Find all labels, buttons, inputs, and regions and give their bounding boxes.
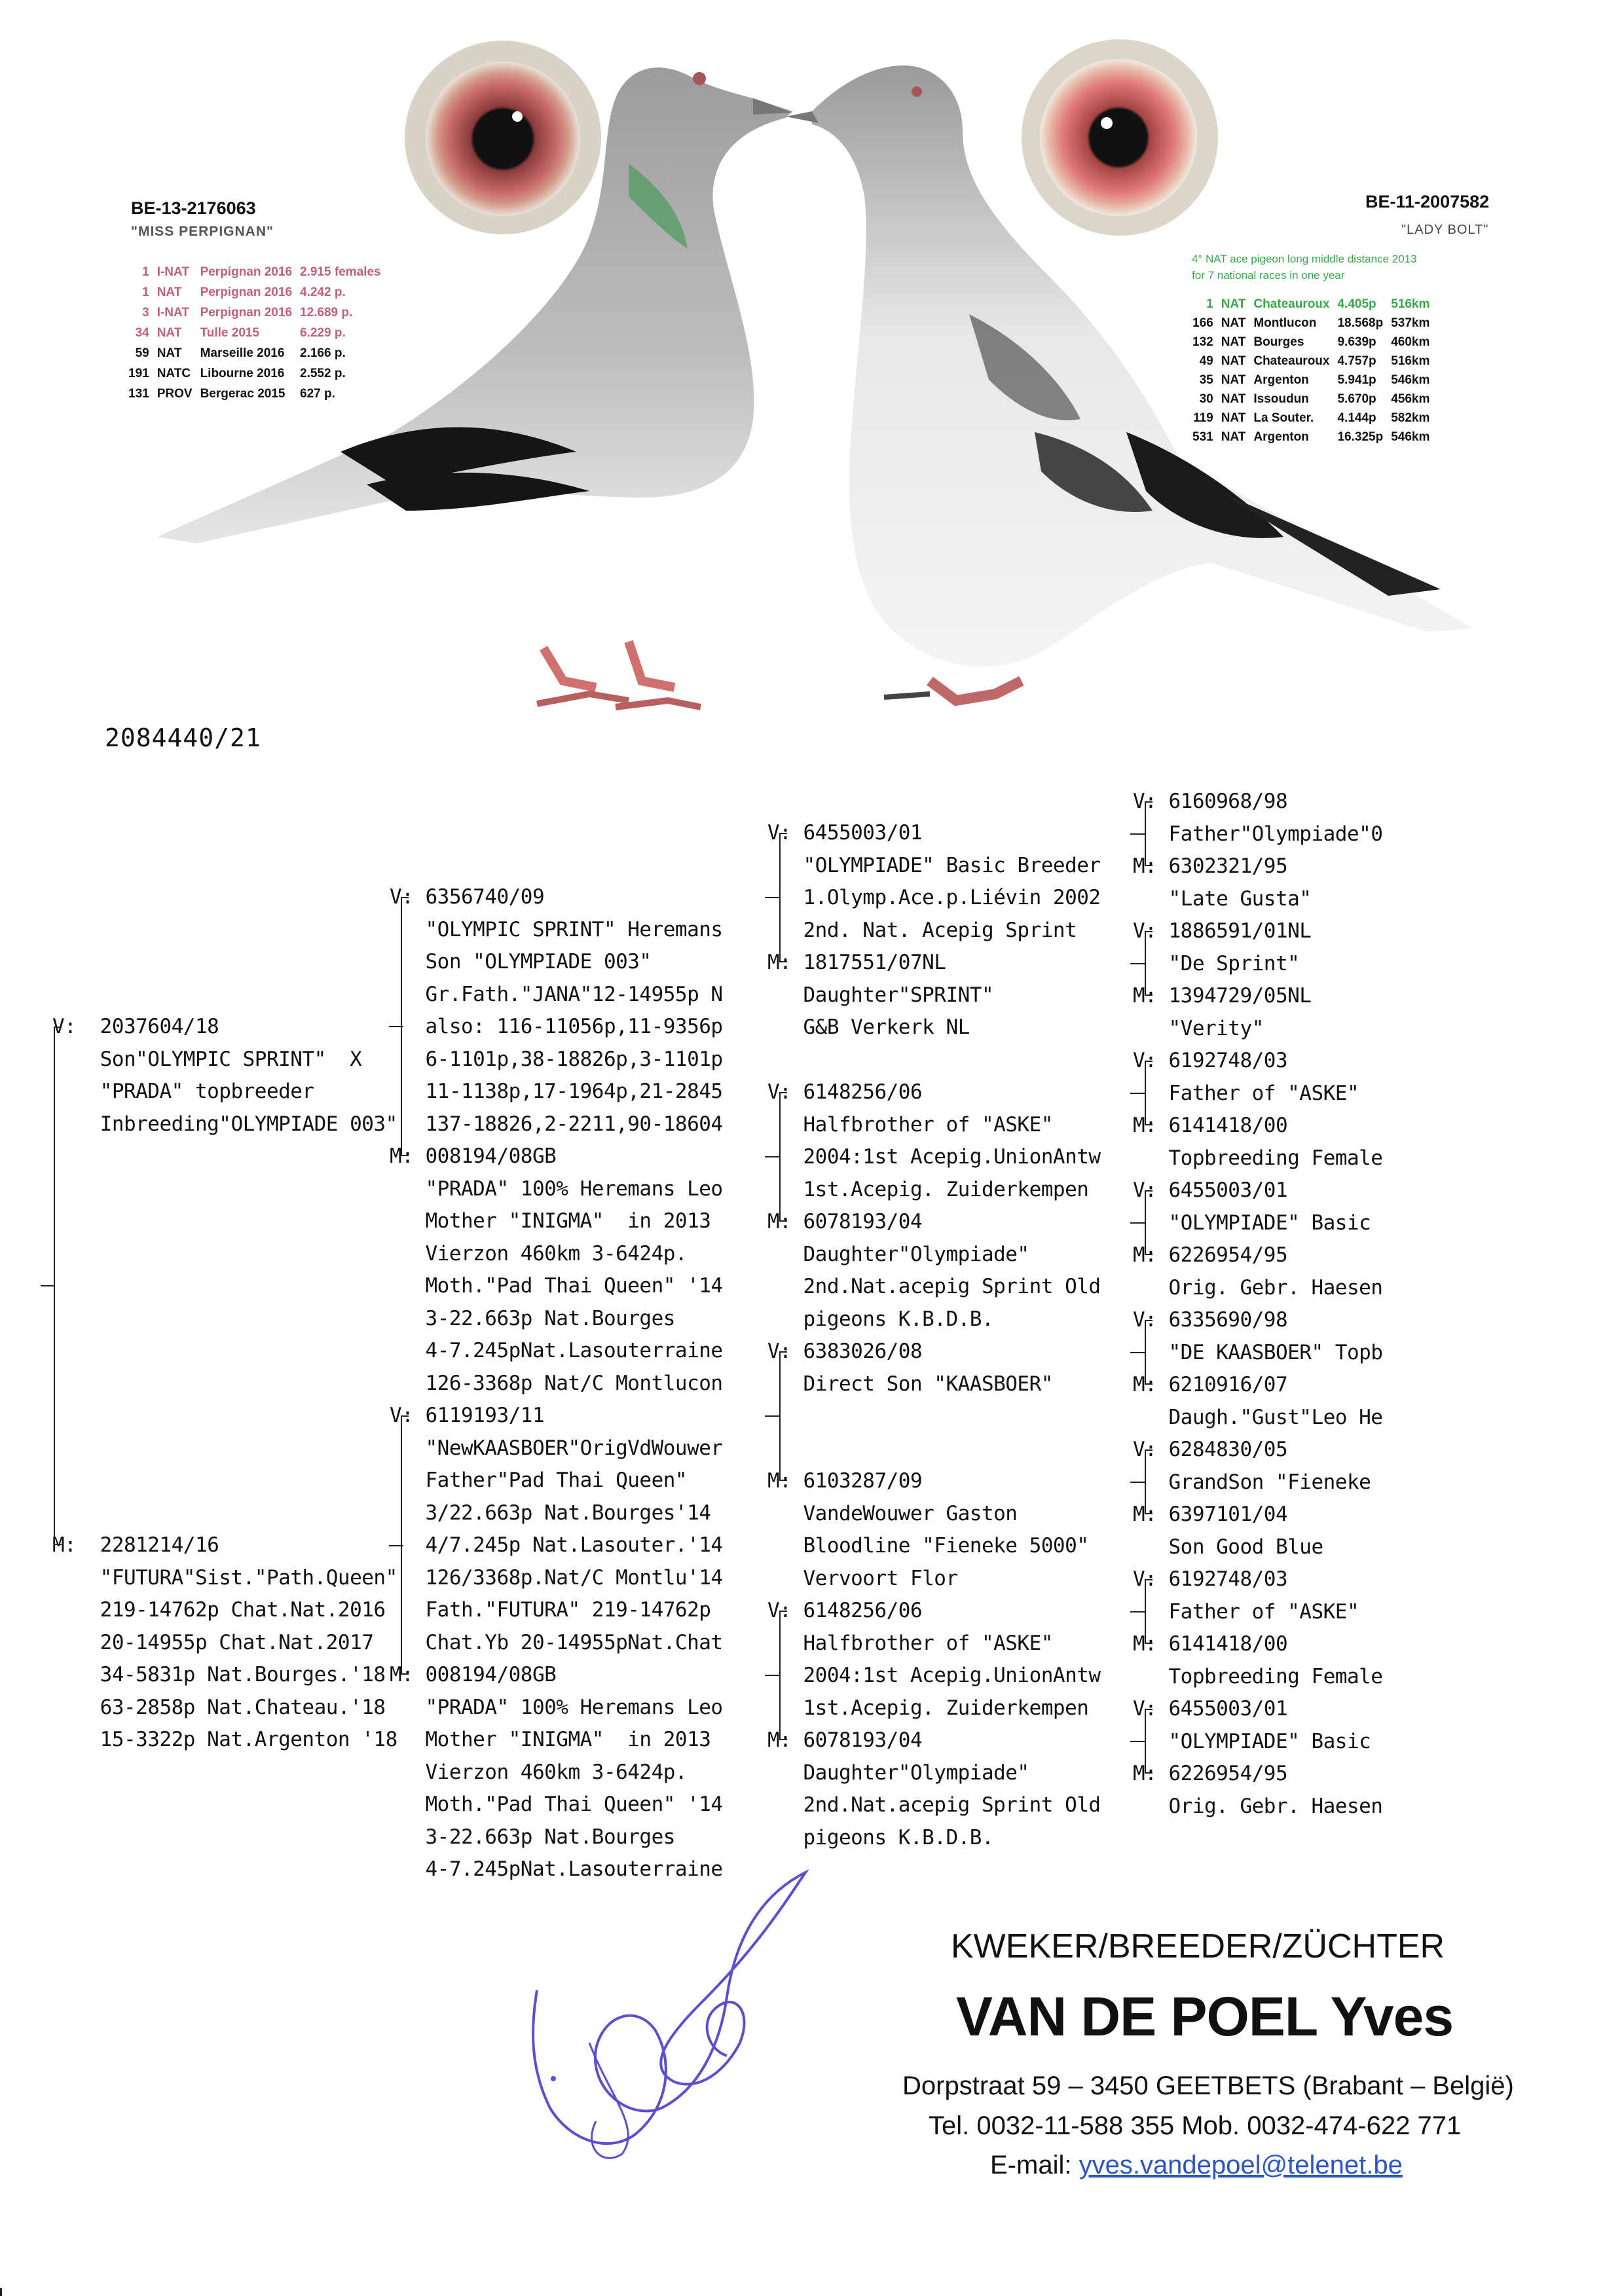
pedigree-line: "OLYMPIC SPRINT" Heremans <box>390 917 723 941</box>
result-cell: 582km <box>1391 411 1430 425</box>
result-cell: Perpignan 2016 <box>200 285 293 299</box>
right-bird-ring: BE-11-2007582 <box>1365 192 1490 211</box>
pedigree-line: 2004:1st Acepig.UnionAntw <box>767 1145 1101 1169</box>
pedigree-line: "PRADA" 100% Heremans Leo <box>390 1695 723 1719</box>
pedigree-line: Vervoort Flor <box>767 1566 958 1590</box>
gen4-bracket <box>1145 1579 1146 1644</box>
result-cell: 1 <box>142 285 149 299</box>
pedigree-line: Daughter"Olympiade" <box>767 1760 1029 1785</box>
pedigree-line: 3-22.663p Nat.Bourges <box>390 1825 675 1849</box>
pedigree-line: Moth."Pad Thai Queen" '14 <box>390 1274 723 1298</box>
pedigree-line: M: 6397101/04 <box>1133 1503 1288 1526</box>
result-cell: NAT <box>1221 411 1246 425</box>
pedigree-line <box>767 1400 1088 1433</box>
result-cell: Argenton <box>1253 430 1309 444</box>
result-cell: NAT <box>1221 392 1246 406</box>
pedigree-line: 2nd.Nat.acepig Sprint Old <box>767 1275 1101 1298</box>
result-row <box>1189 409 1433 428</box>
pedigree-line: Son "OLYMPIADE 003" <box>390 950 652 974</box>
pedigree-line: "OLYMPIADE" Basic <box>1133 1729 1371 1753</box>
gen4-block-1 <box>1133 786 1382 915</box>
pedigree-line: "DE KAASBOER" Topb <box>1133 1340 1383 1364</box>
page-edge-mark <box>0 2288 2 2296</box>
gen4-bracket <box>1145 1190 1146 1255</box>
pedigree-line: V: 6284830/05 <box>1133 1438 1288 1461</box>
pedigree-line: Chat.Yb 20-14955pNat.Chat <box>390 1630 723 1654</box>
gen4-tick <box>1130 1611 1145 1613</box>
pedigree-line: V: 6335690/98 <box>1133 1308 1288 1332</box>
result-row <box>124 363 385 384</box>
root-tick <box>41 1285 55 1286</box>
result-cell: 166 <box>1192 316 1213 330</box>
email-link[interactable]: yves.vandepoel@telenet.be <box>1079 2151 1403 2179</box>
result-cell: NAT <box>1221 373 1246 387</box>
result-cell: 4.242 p. <box>300 285 346 299</box>
pedigree-line: Daughter"SPRINT" <box>767 983 994 1007</box>
pedigree-line: 6-1101p,38-18826p,3-1101p <box>390 1047 723 1071</box>
pedigree-line: Father of "ASKE" <box>1133 1081 1359 1105</box>
pedigree-line: 63-2858p Nat.Chateau.'18 <box>52 1695 386 1719</box>
pedigree-line <box>767 1433 1088 1466</box>
pedigree-line: 137-18826,2-2211,90-18604 <box>390 1112 723 1136</box>
gen4-block-8 <box>1133 1693 1382 1823</box>
result-cell: 59 <box>135 346 149 360</box>
gen4-block-5 <box>1133 1304 1382 1434</box>
pedigree-line: 3-22.663p Nat.Bourges <box>390 1306 675 1330</box>
gen2-mf <box>390 1400 723 1659</box>
pedigree-line: Fath."FUTURA" 219-14762p <box>390 1598 711 1622</box>
result-cell: NAT <box>157 285 182 299</box>
right-bird-results <box>1189 295 1433 446</box>
result-cell: Issoudun <box>1253 392 1309 406</box>
pedigree-line: V: 6356740/09 <box>390 885 545 909</box>
result-cell: 119 <box>1193 411 1213 425</box>
pedigree-line: G&B Verkerk NL <box>767 1015 970 1039</box>
gen3-tick-1 <box>765 897 779 898</box>
result-cell: 537km <box>1391 316 1430 330</box>
pedigree-line: Son Good Blue <box>1133 1535 1323 1559</box>
result-row <box>124 302 385 323</box>
gen2-tick-mother <box>389 1545 403 1546</box>
result-cell: Chateauroux <box>1253 297 1330 311</box>
result-row <box>1189 352 1433 371</box>
footer-email-label: E-mail: <box>990 2151 1079 2179</box>
gen1-mother <box>52 1529 397 1757</box>
result-cell: 5.941p <box>1337 373 1376 387</box>
result-cell: 5.670p <box>1337 392 1376 406</box>
footer-email-row <box>990 2151 1403 2180</box>
result-cell: 4.405p <box>1337 297 1376 311</box>
gen3-bracket-2 <box>779 1092 781 1222</box>
result-cell: PROV <box>157 387 193 401</box>
left-bird-name: "MISS PERPIGNAN" <box>131 224 274 239</box>
gen4-tick <box>1130 963 1145 964</box>
pedigree-line: "OLYMPIADE" Basic Breeder <box>767 853 1101 877</box>
pedigree-line: Vierzon 460km 3-6424p. <box>390 1760 688 1784</box>
pedigree-line: 20-14955p Chat.Nat.2017 <box>52 1630 374 1654</box>
pedigree-line: 1.Olymp.Ace.p.Liévin 2002 <box>767 886 1101 909</box>
footer-name: VAN DE POEL Yves <box>956 1986 1454 2047</box>
gen4-bracket <box>1145 931 1146 996</box>
right-bird-note-1: 4° NAT ace pigeon long middle distance 2013 <box>1192 253 1417 265</box>
result-cell: 516km <box>1391 354 1430 368</box>
result-cell: 627 p. <box>300 387 335 401</box>
result-row <box>124 282 385 302</box>
pedigree-line: pigeons K.B.D.B. <box>767 1307 994 1331</box>
pedigree-line: V: 6148256/06 <box>767 1599 923 1622</box>
result-row <box>1189 428 1433 446</box>
pedigree-line: also: 116-11056p,11-9356p <box>390 1015 723 1038</box>
result-row <box>1189 295 1433 314</box>
pedigree-line: 15-3322p Nat.Argenton '18 <box>52 1728 397 1751</box>
gen3-tick-2 <box>765 1156 779 1157</box>
result-cell: Perpignan 2016 <box>200 306 293 319</box>
gen4-tick <box>1130 1352 1145 1353</box>
result-cell: 546km <box>1391 430 1430 444</box>
pedigree-line: "Verity" <box>1133 1016 1264 1040</box>
gen2-ff <box>390 881 723 1140</box>
result-cell: Argenton <box>1253 373 1309 387</box>
pedigree-line: "PRADA" 100% Heremans Leo <box>390 1176 723 1201</box>
result-cell: I-NAT <box>157 265 189 279</box>
result-row <box>124 262 385 282</box>
result-cell: NAT <box>1221 430 1246 444</box>
pedigree-line: "Late Gusta" <box>1133 886 1312 911</box>
pedigree-line: M: 008194/08GB <box>390 1663 557 1686</box>
gen3-tick-4 <box>765 1675 779 1676</box>
pedigree-line: "NewKAASBOER"OrigVdWouwer <box>390 1436 723 1460</box>
pedigree-line: Daughter"Olympiade" <box>767 1242 1029 1266</box>
pedigree-line: M: 6078193/04 <box>767 1728 923 1752</box>
pedigree-line: "OLYMPIADE" Basic <box>1133 1211 1371 1235</box>
pedigree-line: M: 6226954/95 <box>1133 1762 1288 1785</box>
result-cell: I-NAT <box>157 306 189 319</box>
result-cell: 2.552 p. <box>300 367 346 380</box>
pedigree-line: V: 6455003/01 <box>767 821 923 845</box>
pedigree-line: 3/22.663p Nat.Bourges'14 <box>390 1501 711 1525</box>
pedigree-line: V: 6192748/03 <box>1133 1049 1288 1072</box>
result-cell: Montlucon <box>1253 316 1317 330</box>
result-cell: Bergerac 2015 <box>200 387 286 401</box>
gen4-tick <box>1130 833 1145 835</box>
result-row <box>1189 333 1433 352</box>
pedigree-line: M: 6210916/07 <box>1133 1373 1288 1396</box>
result-cell: 516km <box>1391 297 1430 311</box>
pedigree-line: 219-14762p Chat.Nat.2016 <box>52 1598 386 1622</box>
pedigree-line: M: 6103287/09 <box>767 1469 923 1493</box>
result-cell: NAT <box>1221 335 1246 349</box>
right-eye-closeup <box>1022 39 1218 236</box>
gen4-bracket <box>1145 1449 1146 1514</box>
pedigree-line: Topbreeding Female <box>1133 1146 1383 1170</box>
gen4-tick <box>1130 1482 1145 1483</box>
pedigree-line: M: 2281214/16 <box>52 1533 219 1557</box>
pedigree-line: 2nd. Nat. Acepig Sprint <box>767 918 1077 942</box>
result-cell: NAT <box>157 326 182 340</box>
gen4-block-4 <box>1133 1175 1382 1304</box>
result-cell: 12.689 p. <box>300 306 353 319</box>
gen4-bracket <box>1145 801 1146 866</box>
result-cell: NAT <box>1221 297 1246 311</box>
result-cell: 4.144p <box>1337 411 1376 425</box>
pedigree-line: 1st.Acepig. Zuiderkempen <box>767 1696 1089 1720</box>
pedigree-line: V: 6148256/06 <box>767 1080 923 1104</box>
gen4-block-6 <box>1133 1434 1371 1563</box>
result-cell: NAT <box>157 346 182 360</box>
pedigree-line: 4-7.245pNat.Lasouterraine <box>390 1857 723 1881</box>
result-cell: 30 <box>1199 392 1213 406</box>
pedigree-line: 4/7.245p Nat.Lasouter.'14 <box>390 1533 723 1557</box>
pedigree <box>0 786 1624 1899</box>
pedigree-line: Vierzon 460km 3-6424p. <box>390 1241 688 1266</box>
result-cell: NAT <box>1221 354 1246 368</box>
result-row <box>124 384 385 404</box>
pedigree-line: M: 6141418/00 <box>1133 1114 1288 1137</box>
pedigree-line: V: 6455003/01 <box>1133 1697 1288 1721</box>
result-cell: Bourges <box>1253 335 1304 349</box>
result-cell: 4.757p <box>1337 354 1376 368</box>
footer-phone: Tel. 0032-11-588 355 Mob. 0032-474-622 771 <box>929 2111 1462 2140</box>
gen2-mm <box>390 1659 723 1886</box>
pedigree-line: Topbreeding Female <box>1133 1664 1383 1688</box>
result-cell: 6.229 p. <box>300 326 346 340</box>
gen4-bracket <box>1145 1061 1146 1125</box>
pedigree-line: GrandSon "Fieneke <box>1133 1470 1371 1494</box>
gen3-bracket-4 <box>779 1611 781 1740</box>
left-eye-closeup <box>405 41 601 234</box>
result-cell: 49 <box>1199 354 1213 368</box>
result-cell: 1 <box>142 265 149 279</box>
result-row <box>1189 390 1433 409</box>
left-bird-ring: BE-13-2176063 <box>131 198 256 218</box>
result-cell: Tulle 2015 <box>200 326 260 340</box>
pedigree-line: Son"OLYMPIC SPRINT" X <box>52 1047 362 1071</box>
gen3-tick-3 <box>765 1415 779 1417</box>
pedigree-line: 2nd.Nat.acepig Sprint Old <box>767 1793 1101 1817</box>
ring-number: 2084440/21 <box>105 723 261 752</box>
pedigree-line: Inbreeding"OLYMPIADE 003" <box>52 1112 397 1136</box>
pedigree-line: Moth."Pad Thai Queen" '14 <box>390 1793 723 1816</box>
pedigree-line: M: 6141418/00 <box>1133 1632 1288 1656</box>
pedigree-line: 11-1138p,17-1964p,21-2845 <box>390 1080 723 1103</box>
gen1-father <box>52 1011 397 1140</box>
pedigree-line: "PRADA" topbreeder <box>52 1080 314 1103</box>
pedigree-line: V: 6383026/08 <box>767 1339 923 1363</box>
result-cell: 460km <box>1391 335 1430 349</box>
pedigree-line: V: 6160968/98 <box>1133 790 1288 813</box>
result-cell: Libourne 2016 <box>200 367 285 380</box>
pedigree-line: Daugh."Gust"Leo He <box>1133 1405 1383 1429</box>
result-cell: 531 <box>1192 430 1213 444</box>
gen4-block-3 <box>1133 1045 1382 1175</box>
pedigree-line: Orig. Gebr. Haesen <box>1133 1275 1383 1300</box>
result-cell: Perpignan 2016 <box>200 265 293 279</box>
signature <box>504 1859 845 2167</box>
pedigree-line: Halfbrother of "ASKE" <box>767 1631 1053 1655</box>
result-cell: 34 <box>135 326 149 340</box>
result-cell: 35 <box>1199 373 1213 387</box>
result-cell: 131 <box>128 387 149 401</box>
result-cell: 18.568p <box>1337 316 1384 330</box>
gen4-bracket <box>1145 1320 1146 1385</box>
pedigree-line: M: 1394729/05NL <box>1133 984 1312 1008</box>
pedigree-line: Bloodline "Fieneke 5000" <box>767 1534 1089 1558</box>
gen4-block-2 <box>1133 915 1311 1045</box>
result-cell: 2.166 p. <box>300 346 346 360</box>
footer-role: KWEKER/BREEDER/ZÜCHTER <box>951 1927 1445 1965</box>
result-cell: 9.639p <box>1337 335 1376 349</box>
result-cell: La Souter. <box>1253 411 1314 425</box>
result-cell: 191 <box>128 367 149 380</box>
result-cell: 3 <box>142 306 149 319</box>
result-row <box>124 343 385 363</box>
pedigree-line: M: 6078193/04 <box>767 1210 923 1233</box>
pedigree-line: "De Sprint" <box>1133 951 1300 975</box>
result-cell: 132 <box>1192 335 1213 349</box>
gen4-bracket <box>1145 1709 1146 1774</box>
result-cell: Marseille 2016 <box>200 346 285 360</box>
pedigree-line: 1st.Acepig. Zuiderkempen <box>767 1177 1089 1201</box>
left-bird-results <box>124 262 385 404</box>
pedigree-line: Gr.Fath."JANA"12-14955p N <box>390 982 723 1006</box>
result-cell: 456km <box>1391 392 1430 406</box>
pedigree-line: M: 1817551/07NL <box>767 951 946 974</box>
result-cell: 2.915 females <box>300 265 381 279</box>
pedigree-line: V: 6192748/03 <box>1133 1567 1288 1591</box>
result-cell: 16.325p <box>1337 430 1384 444</box>
pedigree-line: 126-3368p Nat/C Montlucon <box>390 1371 723 1395</box>
footer-address: Dorpstraat 59 – 3450 GEETBETS (Brabant – België) <box>902 2071 1514 2100</box>
pedigree-line: Mother "INIGMA" in 2013 <box>390 1728 711 1751</box>
result-cell: 546km <box>1391 373 1430 387</box>
gen3-bracket-3 <box>779 1351 781 1481</box>
gen3-block-1 <box>767 817 1101 1044</box>
pedigree-line: V: 6119193/11 <box>390 1404 545 1427</box>
gen3-block-4 <box>767 1595 1101 1854</box>
result-cell: NATC <box>157 367 191 380</box>
pedigree-line: 34-5831p Nat.Bourges.'18 <box>52 1663 386 1686</box>
gen4-block-7 <box>1133 1563 1382 1693</box>
gen4-tick <box>1130 1222 1145 1224</box>
pedigree-line: M: 6226954/95 <box>1133 1243 1288 1267</box>
pedigree-line: V: 1886591/01NL <box>1133 919 1312 943</box>
result-cell: 1 <box>1206 297 1213 311</box>
pedigree-line: M: 6302321/95 <box>1133 854 1288 878</box>
right-bird-name: "LADY BOLT" <box>1401 223 1489 237</box>
pedigree-line: "FUTURA"Sist."Path.Queen" <box>52 1565 397 1590</box>
pedigree-line: Halfbrother of "ASKE" <box>767 1112 1053 1137</box>
gen3-bracket-1 <box>779 833 781 962</box>
pedigree-line: 4-7.245pNat.Lasouterraine <box>390 1339 723 1362</box>
pedigree-line: VandeWouwer Gaston <box>767 1501 1018 1525</box>
pedigree-line: Father of "ASKE" <box>1133 1599 1359 1624</box>
pedigree-line: 126/3368p.Nat/C Montlu'14 <box>390 1565 723 1590</box>
gen4-tick <box>1130 1741 1145 1742</box>
result-row <box>1189 371 1433 390</box>
gen2-fm <box>390 1140 723 1400</box>
right-bird-note-2: for 7 national races in one year <box>1192 269 1345 282</box>
result-cell: Chateauroux <box>1253 354 1330 368</box>
pedigree-line: 2004:1st Acepig.UnionAntw <box>767 1664 1101 1687</box>
pedigree-line: V: 6455003/01 <box>1133 1178 1288 1202</box>
gen3-block-2 <box>767 1076 1101 1336</box>
pedigree-line: V: 2037604/18 <box>52 1015 219 1038</box>
gen2-tick-father <box>389 1026 403 1027</box>
result-row <box>124 323 385 343</box>
pedigree-line: Father"Olympiade"0 <box>1133 822 1383 846</box>
pedigree-line: M: 008194/08GB <box>390 1144 557 1168</box>
gen3-block-3 <box>767 1336 1088 1595</box>
result-cell: NAT <box>1221 316 1246 330</box>
result-row <box>1189 314 1433 333</box>
gen4-tick <box>1130 1093 1145 1094</box>
pedigree-line: Direct Son "KAASBOER" <box>767 1372 1053 1396</box>
pedigree-line: Father"Pad Thai Queen" <box>390 1468 688 1492</box>
pedigree-line: pigeons K.B.D.B. <box>767 1825 994 1850</box>
pedigree-line: Orig. Gebr. Haesen <box>1133 1794 1383 1818</box>
pedigree-line: Mother "INIGMA" in 2013 <box>390 1209 711 1233</box>
